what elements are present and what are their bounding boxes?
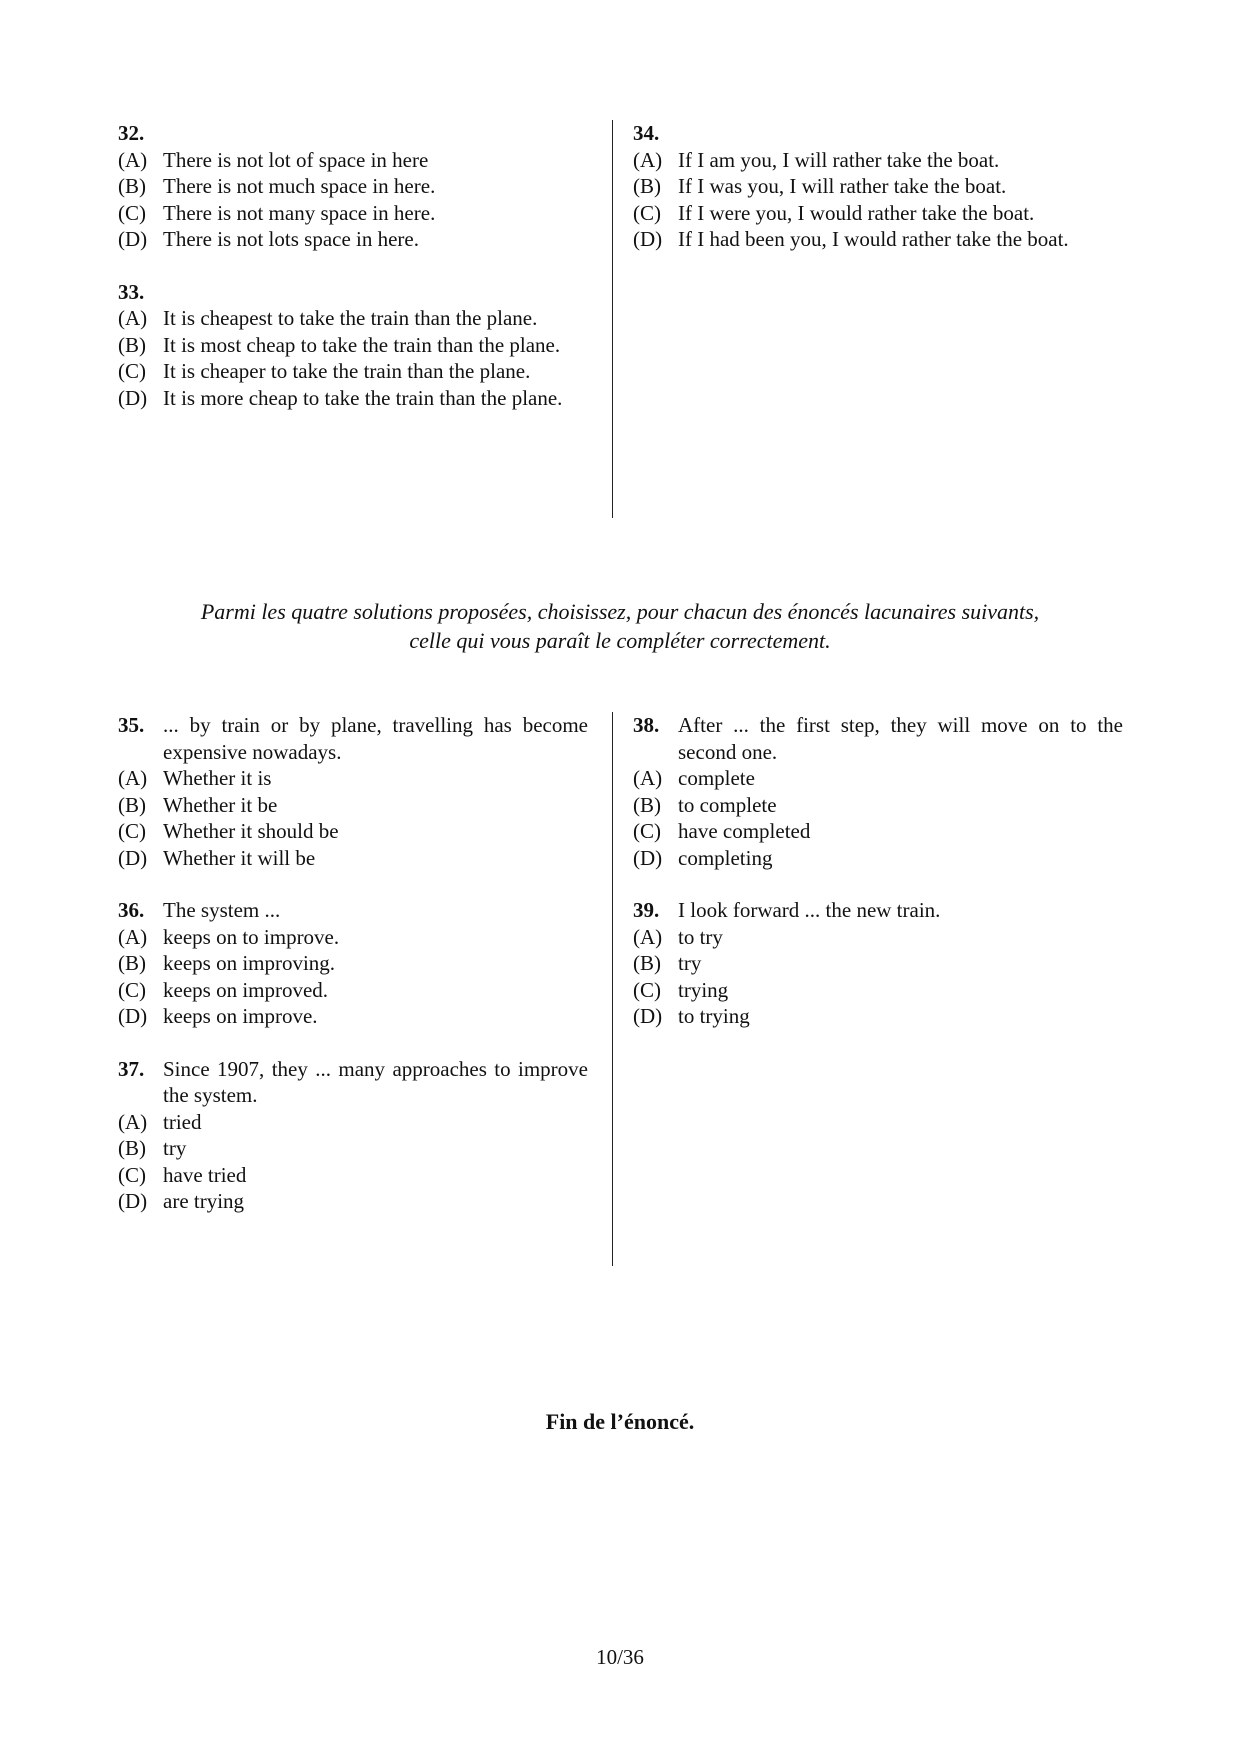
option-b[interactable]: (B) try — [633, 951, 702, 975]
option-c[interactable]: (C) keeps on improved. — [118, 977, 329, 1002]
option-d[interactable]: (D) If I had been you, I would rather take the boat. — [633, 227, 1069, 251]
option-b[interactable]: (B) There is not much space in here. — [118, 174, 436, 198]
question-36 — [118, 897, 588, 1030]
option-a[interactable]: (A) tried — [118, 1109, 202, 1134]
question-number: 39. — [633, 898, 660, 922]
option-c[interactable]: (C) It is cheaper to take the train than the plane. — [118, 359, 531, 383]
option-b[interactable]: (B) keeps on improving. — [118, 951, 336, 975]
option-c[interactable]: (C) If I were you, I would rather take the boat. — [633, 200, 1035, 225]
column-divider-bottom — [612, 712, 613, 1266]
question-39 — [633, 897, 1123, 1030]
option-d[interactable]: (D) It is more cheap to take the train than the plane. — [118, 385, 563, 410]
option-a[interactable]: (A) keeps on to improve. — [118, 924, 340, 949]
instruction-line-1: Parmi les quatre solutions proposées, choisissez, pour chacun des énoncés lacunaires suivants, — [200, 599, 1040, 624]
question-number: 33. — [118, 279, 145, 304]
column-divider-top — [612, 120, 613, 518]
top-section — [0, 120, 1240, 520]
end-of-statement: Fin de l’énoncé. — [545, 1409, 695, 1434]
option-b[interactable]: (B) Whether it be — [118, 792, 278, 817]
option-d[interactable]: (D) There is not lots space in here. — [118, 227, 419, 251]
option-d[interactable]: (D) to trying — [633, 1004, 750, 1028]
question-number: 37. — [118, 1056, 145, 1081]
option-d[interactable]: (D) keeps on improve. — [118, 1004, 318, 1028]
option-b[interactable]: (B) If I was you, I will rather take the boat. — [633, 174, 1007, 198]
question-stem: The system ... — [163, 898, 281, 922]
option-b[interactable]: (B) try — [118, 1136, 187, 1160]
option-b[interactable]: (B) It is most cheap to take the train than the plane. — [118, 332, 561, 357]
bottom-left-column — [118, 712, 588, 1241]
instruction — [120, 597, 1120, 655]
option-c[interactable]: (C) Whether it should be — [118, 819, 339, 843]
top-left-column — [118, 120, 588, 437]
option-b[interactable]: (B) to complete — [633, 792, 777, 817]
question-38 — [633, 712, 1123, 871]
question-33 — [118, 279, 588, 412]
option-d[interactable]: (D) completing — [633, 845, 773, 870]
bottom-right-column — [633, 712, 1123, 1056]
option-a[interactable]: (A) If I am you, I will rather take the boat. — [633, 147, 1000, 172]
bottom-section — [0, 712, 1240, 1272]
option-a[interactable]: (A) Whether it is — [118, 766, 272, 790]
question-number: 32. — [118, 121, 145, 145]
option-c[interactable]: (C) have completed — [633, 819, 811, 843]
option-a[interactable]: (A) to try — [633, 924, 723, 949]
question-number: 34. — [633, 121, 660, 145]
option-c[interactable]: (C) have tried — [118, 1162, 247, 1187]
question-stem: Since 1907, they ... many approaches to improve the system. — [163, 1056, 588, 1107]
question-number: 38. — [633, 713, 660, 737]
option-d[interactable]: (D) Whether it will be — [118, 845, 316, 870]
question-number: 36. — [118, 898, 145, 922]
instruction-line-2: celle qui vous paraît le compléter correctement. — [409, 628, 831, 653]
option-c[interactable]: (C) trying — [633, 977, 729, 1002]
question-37 — [118, 1056, 588, 1215]
option-a[interactable]: (A) complete — [633, 766, 755, 790]
question-stem: ... by train or by plane, travelling has become expensive nowadays. — [163, 713, 588, 764]
page-number: 10/36 — [596, 1645, 644, 1669]
question-35 — [118, 712, 588, 871]
question-32 — [118, 120, 588, 253]
question-number: 35. — [118, 713, 145, 737]
option-d[interactable]: (D) are trying — [118, 1189, 245, 1213]
question-stem: After ... the first step, they will move on to the second one. — [678, 713, 1123, 764]
question-stem: I look forward ... the new train. — [678, 898, 941, 922]
option-c[interactable]: (C) There is not many space in here. — [118, 200, 436, 225]
option-a[interactable]: (A) There is not lot of space in here — [118, 147, 429, 172]
top-right-column — [633, 120, 1123, 279]
option-a[interactable]: (A) It is cheapest to take the train than the plane. — [118, 306, 538, 330]
question-34 — [633, 120, 1123, 253]
